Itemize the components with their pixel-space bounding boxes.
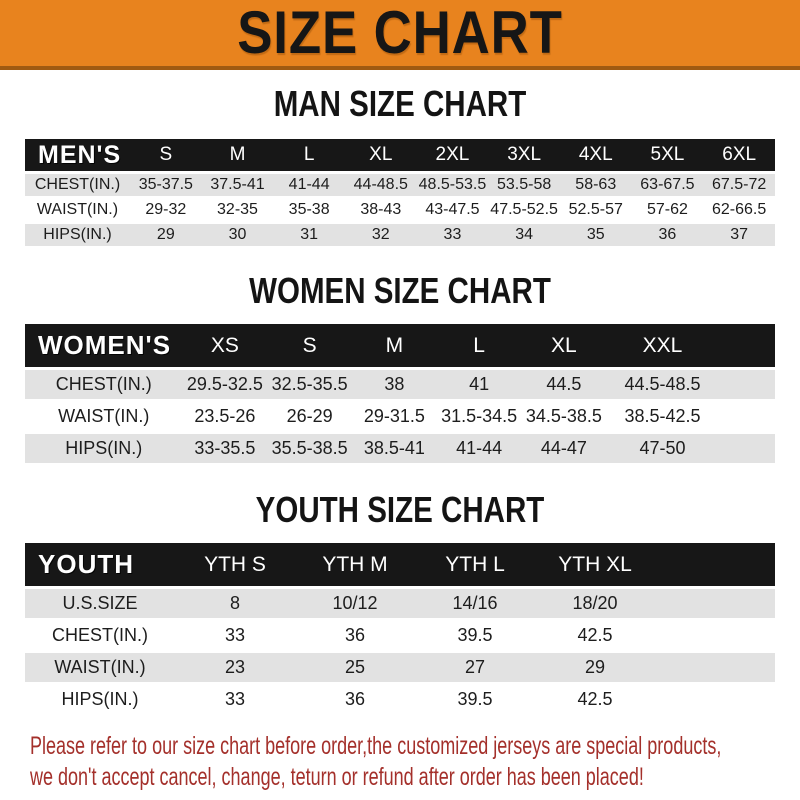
cell-value: 29-32 (130, 199, 202, 221)
row-label: WAIST(IN.) (25, 653, 175, 682)
column-header: 4XL (560, 139, 632, 171)
table-row (25, 224, 775, 246)
column-header: YTH S (175, 543, 295, 586)
cell-value: 38.5-42.5 (606, 402, 719, 431)
youth-section-heading: YOUTH SIZE CHART (255, 489, 545, 530)
row-label: HIPS(IN.) (25, 224, 130, 246)
cell-value: 32 (345, 224, 417, 246)
cell-filler (655, 621, 775, 650)
disclaimer-line-1: Please refer to our size chart before order,the customized jerseys are special products, (30, 732, 722, 760)
disclaimer-line-2: we don't accept cancel, change, teturn or refund after order has been placed! (30, 763, 644, 791)
column-header: YTH M (295, 543, 415, 586)
cell-value: 42.5 (535, 685, 655, 714)
cell-value: 38.5-41 (352, 434, 437, 463)
row-label: CHEST(IN.) (25, 174, 130, 196)
row-label: CHEST(IN.) (25, 370, 183, 399)
cell-value: 52.5-57 (560, 199, 632, 221)
cell-value: 41 (437, 370, 522, 399)
women-size-section (0, 271, 800, 466)
cell-value: 32-35 (202, 199, 274, 221)
cell-value: 48.5-53.5 (417, 174, 489, 196)
table-group-label: WOMEN'S (25, 324, 183, 367)
cell-value: 39.5 (415, 685, 535, 714)
youth-table-header-row (25, 543, 775, 586)
cell-value: 27 (415, 653, 535, 682)
table-row (25, 589, 775, 618)
women-table-header-row (25, 324, 775, 367)
column-header: 6XL (703, 139, 775, 171)
cell-value: 33 (417, 224, 489, 246)
cell-value: 44-48.5 (345, 174, 417, 196)
cell-value: 63-67.5 (632, 174, 704, 196)
cell-value: 32.5-35.5 (267, 370, 352, 399)
cell-filler (655, 653, 775, 682)
cell-value: 30 (202, 224, 274, 246)
cell-value: 41-44 (437, 434, 522, 463)
cell-value: 57-62 (632, 199, 704, 221)
cell-value: 38 (352, 370, 437, 399)
row-label: HIPS(IN.) (25, 434, 183, 463)
column-header: XS (183, 324, 268, 367)
cell-value: 67.5-72 (703, 174, 775, 196)
cell-value: 29 (535, 653, 655, 682)
cell-filler (655, 685, 775, 714)
table-row (25, 199, 775, 221)
cell-value: 44.5-48.5 (606, 370, 719, 399)
cell-value: 47.5-52.5 (488, 199, 560, 221)
women-size-table (25, 321, 775, 466)
column-header: S (130, 139, 202, 171)
cell-value: 36 (295, 621, 415, 650)
cell-value: 35.5-38.5 (267, 434, 352, 463)
cell-value: 35-38 (273, 199, 345, 221)
cell-value: 14/16 (415, 589, 535, 618)
cell-filler (655, 589, 775, 618)
page-title: SIZE CHART (237, 0, 563, 66)
table-group-label: YOUTH (25, 543, 175, 586)
cell-value: 37.5-41 (202, 174, 274, 196)
youth-size-table (25, 540, 775, 717)
column-header: L (437, 324, 522, 367)
row-label: WAIST(IN.) (25, 402, 183, 431)
row-label: CHEST(IN.) (25, 621, 175, 650)
column-header: XL (522, 324, 607, 367)
table-group-label: MEN'S (25, 139, 130, 171)
column-header: 5XL (632, 139, 704, 171)
cell-value: 35 (560, 224, 632, 246)
youth-size-section (0, 490, 800, 717)
banner (0, 0, 800, 70)
cell-value: 44.5 (522, 370, 607, 399)
women-section-heading: WOMEN SIZE CHART (249, 270, 551, 311)
column-header: XXL (606, 324, 719, 367)
cell-filler (719, 370, 775, 399)
column-header: YTH L (415, 543, 535, 586)
cell-value: 34.5-38.5 (522, 402, 607, 431)
table-row (25, 402, 775, 431)
cell-value: 18/20 (535, 589, 655, 618)
table-row (25, 174, 775, 196)
man-size-table (25, 136, 775, 249)
cell-value: 58-63 (560, 174, 632, 196)
cell-value: 34 (488, 224, 560, 246)
cell-value: 35-37.5 (130, 174, 202, 196)
cell-value: 42.5 (535, 621, 655, 650)
header-filler (655, 543, 775, 586)
cell-value: 36 (632, 224, 704, 246)
cell-value: 44-47 (522, 434, 607, 463)
cell-value: 47-50 (606, 434, 719, 463)
cell-value: 39.5 (415, 621, 535, 650)
cell-value: 62-66.5 (703, 199, 775, 221)
cell-value: 31.5-34.5 (437, 402, 522, 431)
header-filler (719, 324, 775, 367)
table-row (25, 434, 775, 463)
cell-value: 33 (175, 685, 295, 714)
column-header: YTH XL (535, 543, 655, 586)
cell-value: 25 (295, 653, 415, 682)
cell-value: 8 (175, 589, 295, 618)
cell-value: 29.5-32.5 (183, 370, 268, 399)
cell-value: 31 (273, 224, 345, 246)
row-label: WAIST(IN.) (25, 199, 130, 221)
cell-value: 33-35.5 (183, 434, 268, 463)
table-row (25, 653, 775, 682)
column-header: 3XL (488, 139, 560, 171)
cell-value: 36 (295, 685, 415, 714)
cell-value: 23 (175, 653, 295, 682)
row-label: U.S.SIZE (25, 589, 175, 618)
table-row (25, 621, 775, 650)
column-header: XL (345, 139, 417, 171)
table-row (25, 685, 775, 714)
cell-value: 37 (703, 224, 775, 246)
column-header: 2XL (417, 139, 489, 171)
cell-value: 43-47.5 (417, 199, 489, 221)
disclaimer (30, 731, 800, 793)
column-header: M (202, 139, 274, 171)
cell-value: 10/12 (295, 589, 415, 618)
column-header: M (352, 324, 437, 367)
cell-value: 41-44 (273, 174, 345, 196)
cell-value: 33 (175, 621, 295, 650)
table-row (25, 370, 775, 399)
column-header: S (267, 324, 352, 367)
man-table-header-row (25, 139, 775, 171)
cell-filler (719, 434, 775, 463)
cell-value: 38-43 (345, 199, 417, 221)
cell-value: 53.5-58 (488, 174, 560, 196)
cell-value: 29 (130, 224, 202, 246)
man-section-heading: MAN SIZE CHART (273, 83, 527, 124)
cell-value: 29-31.5 (352, 402, 437, 431)
cell-filler (719, 402, 775, 431)
cell-value: 23.5-26 (183, 402, 268, 431)
cell-value: 26-29 (267, 402, 352, 431)
man-size-section (0, 84, 800, 249)
column-header: L (273, 139, 345, 171)
row-label: HIPS(IN.) (25, 685, 175, 714)
